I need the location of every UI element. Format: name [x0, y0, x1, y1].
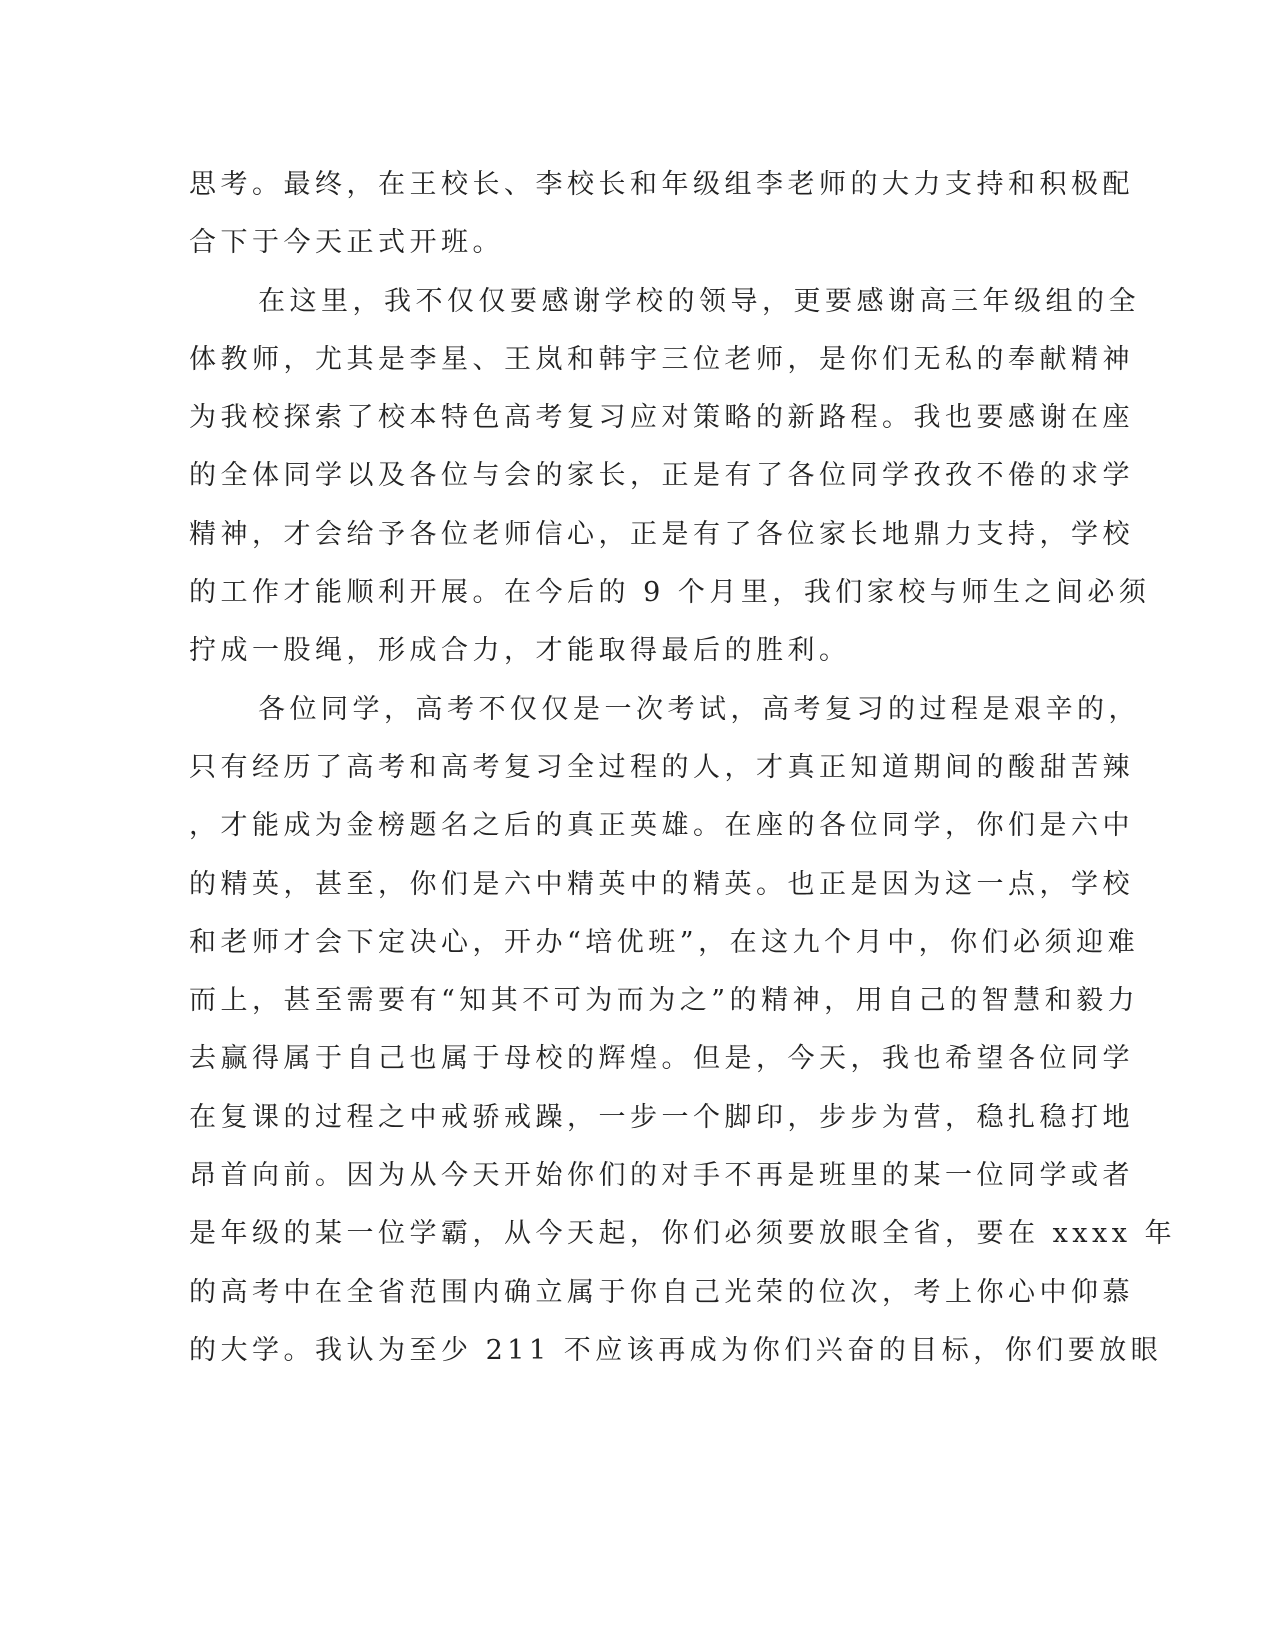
text-line: 在复课的过程之中戒骄戒躁，一步一个脚印，步步为营，稳扎稳打地 — [189, 1101, 1134, 1133]
text-line: 的工作才能顺利开展。在今后的 9 个月里，我们家校与师生之间必须 — [189, 577, 1151, 609]
text-line: 昂首向前。因为从今天开始你们的对手不再是班里的某一位同学或者 — [189, 1160, 1134, 1192]
text-line: 各位同学，高考不仅仅是一次考试，高考复习的过程是艰辛的， — [258, 693, 1140, 725]
text-line: 的高考中在全省范围内确立属于你自己光荣的位次，考上你心中仰慕 — [189, 1276, 1134, 1308]
text-line: 体教师，尤其是李星、王岚和韩宇三位老师，是你们无私的奉献精神 — [189, 343, 1134, 375]
text-line: 的精英，甚至，你们是六中精英中的精英。也正是因为这一点，学校 — [189, 868, 1134, 900]
text-line: 精神，才会给予各位老师信心，正是有了各位家长地鼎力支持，学校 — [189, 518, 1134, 550]
text-line: 合下于今天正式开班。 — [189, 227, 504, 259]
text-line: 拧成一股绳，形成合力，才能取得最后的胜利。 — [189, 635, 851, 667]
text-line: 的全体同学以及各位与会的家长，正是有了各位同学孜孜不倦的求学 — [189, 460, 1134, 492]
text-line: 和老师才会下定决心，开办“培优班”，在这九个月中，你们必须迎难 — [189, 926, 1140, 958]
text-line: 是年级的某一位学霸，从今天起，你们必须要放眼全省，要在 xxxx 年 — [189, 1218, 1177, 1250]
text-line: 只有经历了高考和高考复习全过程的人，才真正知道期间的酸甜苦辣 — [189, 751, 1134, 783]
text-line: 的大学。我认为至少 211 不应该再成为你们兴奋的目标，你们要放眼 — [189, 1334, 1163, 1366]
body-text — [189, 156, 1177, 1380]
text-line: 思考。最终，在王校长、李校长和年级组李老师的大力支持和积极配 — [189, 169, 1134, 200]
text-line: 而上，甚至需要有“知其不可为而为之”的精神，用自己的智慧和毅力 — [189, 985, 1140, 1017]
text-line: ，才能成为金榜题名之后的真正英雄。在座的各位同学，你们是六中 — [189, 810, 1134, 842]
text-line: 为我校探索了校本特色高考复习应对策略的新路程。我也要感谢在座 — [189, 402, 1134, 434]
text-line: 在这里，我不仅仅要感谢学校的领导，更要感谢高三年级组的全 — [258, 285, 1140, 317]
text-line: 去赢得属于自己也属于母校的辉煌。但是，今天，我也希望各位同学 — [189, 1043, 1134, 1075]
